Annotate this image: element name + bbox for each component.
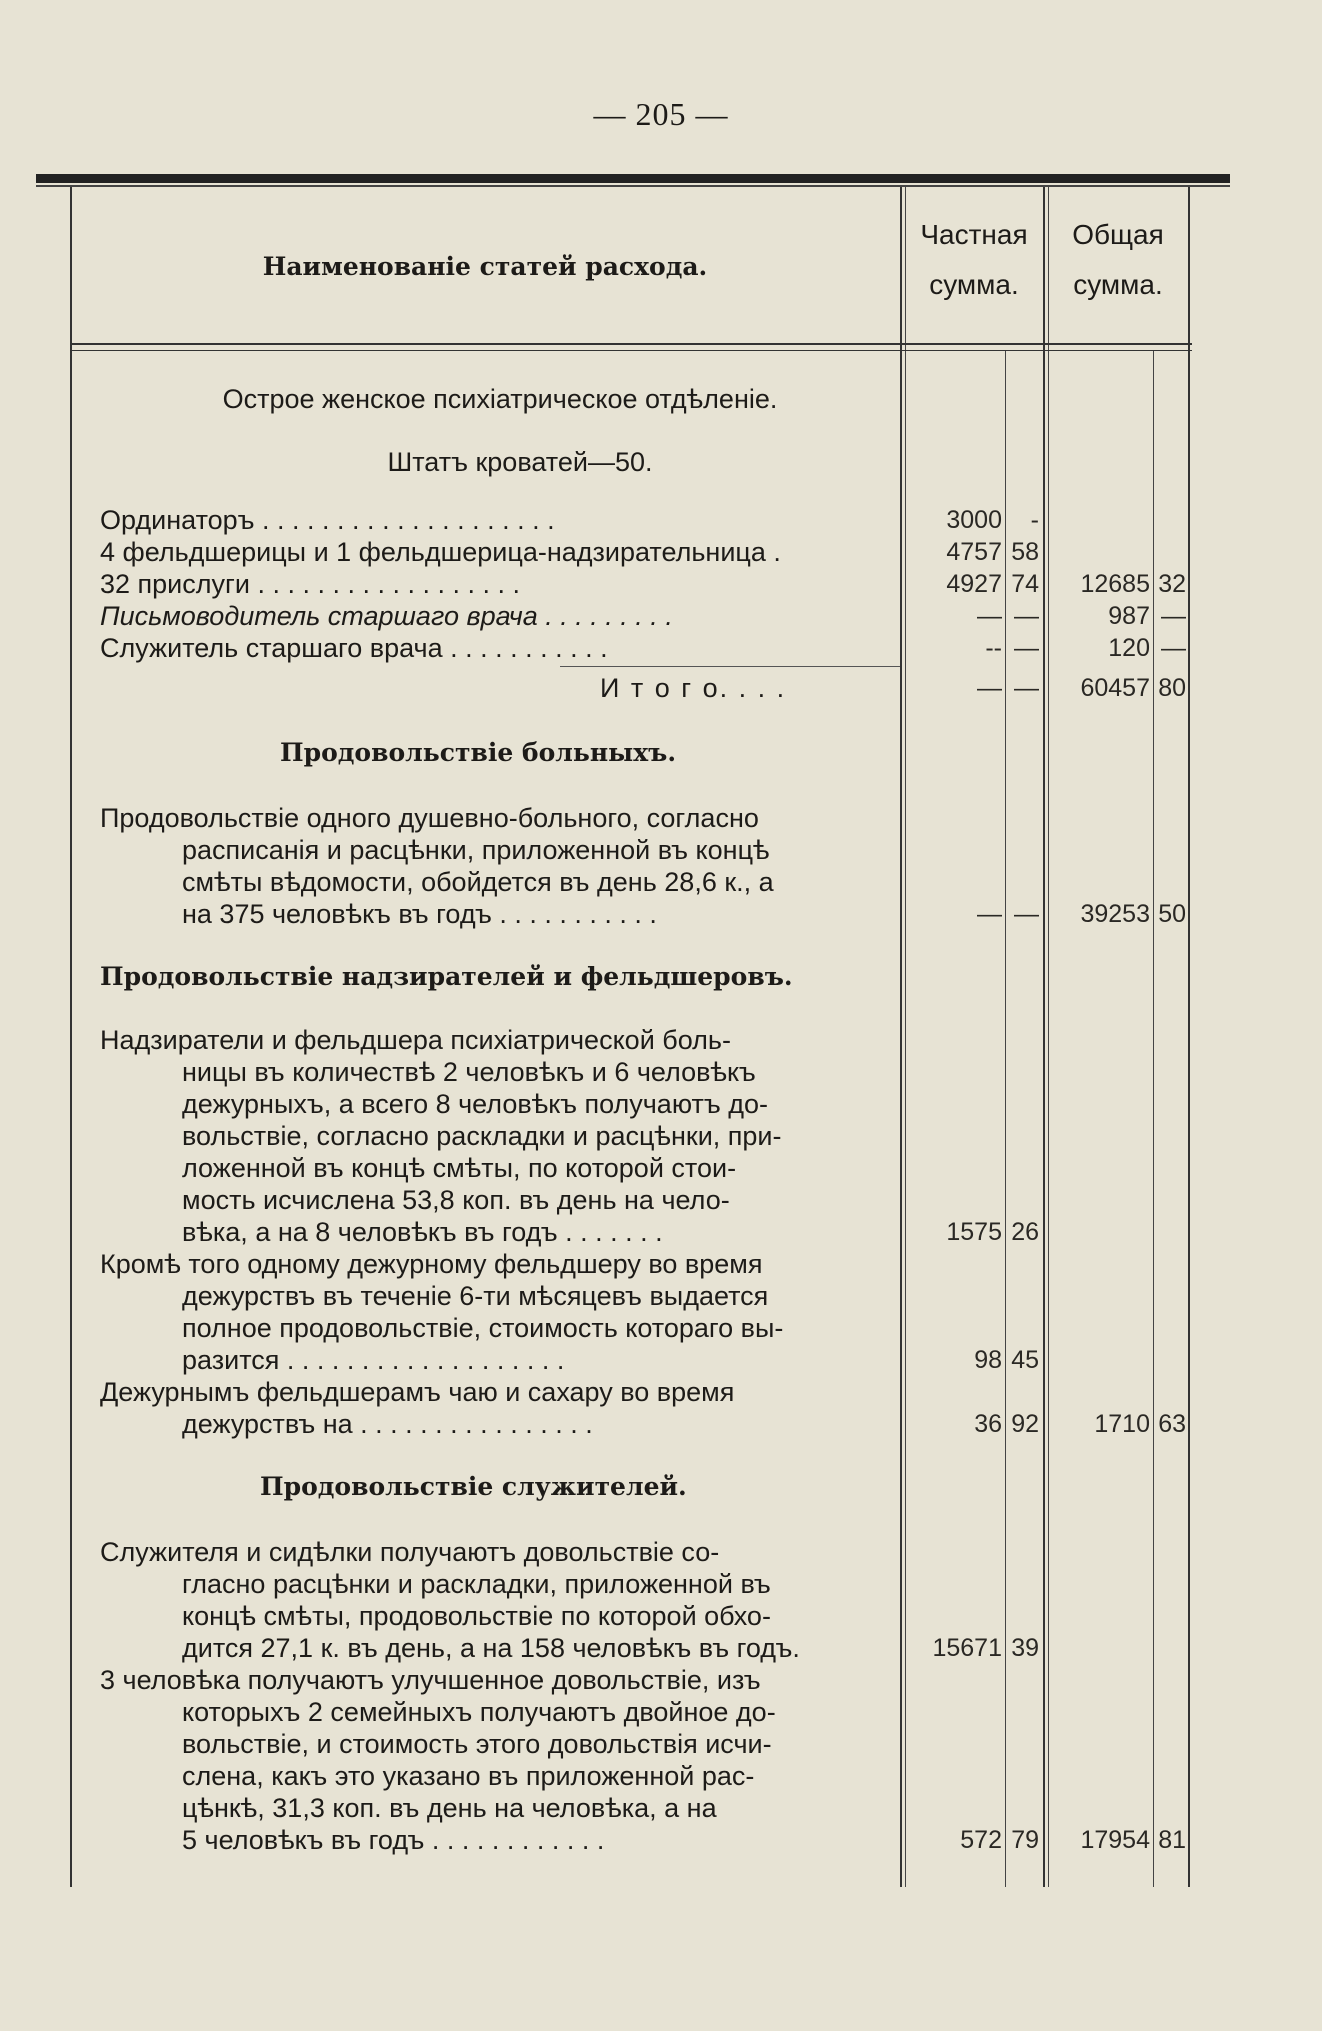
text-line: смѣты вѣдомости, обойдется въ день 28,6 к., а: [182, 867, 774, 897]
cell: —: [977, 602, 1002, 630]
text-line: дежурствъ на . . . . . . . . . . . . . . . .: [182, 1409, 593, 1439]
text-line: концѣ смѣты, продовольствіе по которой обхо-: [182, 1601, 771, 1631]
sec4-title: Продовольствіе служителей.: [260, 1472, 687, 1501]
text-line: цѣнкѣ, 31,3 коп. въ день на человѣка, а на: [182, 1793, 717, 1823]
col-divider-mid: [1043, 187, 1045, 1887]
kop-divider-2: [1153, 350, 1154, 1887]
cell: 79: [1011, 1826, 1039, 1854]
cell: —: [977, 900, 1002, 928]
text-line: слена, какъ это указано въ приложенной рас-: [182, 1761, 755, 1791]
text-line: Надзиратели и фельдшера психіатрической боль-: [100, 1025, 731, 1055]
text-line: 5 человѣкъ въ годъ . . . . . . . . . . . .: [182, 1825, 605, 1855]
text-line: вольствіе, согласно раскладки и расцѣнки, при-: [182, 1121, 782, 1151]
text-line: гласно расцѣнки и раскладки, приложенной въ: [182, 1569, 771, 1599]
text-line: полное продовольствіе, стоимость котораго вы-: [182, 1313, 784, 1343]
cell: 92: [1011, 1410, 1039, 1438]
cell: 80: [1158, 674, 1186, 702]
cell: --: [985, 634, 1002, 662]
header-rule-thin: [70, 350, 1192, 351]
header-col-total: Общая сумма.: [1072, 219, 1164, 300]
row-total: И т о г о. . . .: [600, 673, 787, 703]
cell: 36: [974, 1410, 1002, 1438]
sec2-title: Продовольствіе больныхъ.: [280, 738, 677, 767]
row-feldsher: 4 фельдшерицы и 1 фельдшерица-надзирательница .: [100, 537, 781, 567]
text-line: 3 человѣка получаютъ улучшенное довольствіе, изъ: [100, 1665, 761, 1695]
header-label: Наименованіе статей расхода.: [262, 252, 708, 281]
text-line: Дежурнымъ фельдшерамъ чаю и сахару во время: [100, 1377, 735, 1407]
cell: 15671: [932, 1634, 1002, 1662]
cell: 1575: [946, 1218, 1002, 1246]
text-line: дежурныхъ, а всего 8 человѣкъ получаютъ до-: [182, 1089, 768, 1119]
cell: 12685: [1080, 570, 1150, 598]
col-divider-main: [900, 187, 902, 1887]
row-prislugi: 32 прислуги . . . . . . . . . . . . . . . . . .: [100, 569, 520, 599]
cell: 98: [974, 1346, 1002, 1374]
cell: 74: [1011, 570, 1039, 598]
col-divider-mid-2: [1048, 187, 1049, 1887]
cell: 39253: [1080, 900, 1150, 928]
text-line: Кромѣ того одному дежурному фельдшеру во время: [100, 1249, 763, 1279]
cell: 3000: [946, 506, 1002, 534]
text-line: разится . . . . . . . . . . . . . . . . . . .: [182, 1345, 565, 1375]
cell: 45: [1011, 1346, 1039, 1374]
cell: 60457: [1080, 674, 1150, 702]
col-divider-right: [1188, 187, 1190, 1887]
cell: 4927: [946, 570, 1002, 598]
cell: —: [1014, 900, 1039, 928]
cell: —: [1014, 634, 1039, 662]
cell: 26: [1011, 1218, 1039, 1246]
text-line: дится 27,1 к. въ день, а на 158 человѣкъ въ годъ.: [182, 1633, 800, 1663]
header-rule: [70, 343, 1192, 345]
row-sluzhitel: Служитель старшаго врача . . . . . . . . . . .: [100, 633, 608, 663]
cell: —: [1014, 674, 1039, 702]
row-ordinator: Ординаторъ . . . . . . . . . . . . . . . . . . . .: [100, 505, 555, 535]
total-rule: [560, 666, 900, 667]
cell: —: [1161, 602, 1186, 630]
text-line: вольствіе, и стоимость этого довольствія исчи-: [182, 1729, 772, 1759]
text-line: Служителя и сидѣлки получаютъ довольствіе со-: [100, 1537, 720, 1567]
cell: —: [977, 674, 1002, 702]
text-line: ницы въ количествѣ 2 человѣкъ и 6 человѣкъ: [182, 1057, 756, 1087]
text-line: дежурствъ въ теченіе 6-ти мѣсяцевъ выдается: [182, 1281, 769, 1311]
cell: 58: [1011, 538, 1039, 566]
cell: 120: [1108, 634, 1150, 662]
cell: 39: [1011, 1634, 1039, 1662]
page-number: — 205 —: [593, 96, 729, 132]
cell: 50: [1158, 900, 1186, 928]
cell: 32: [1158, 570, 1186, 598]
cell: —: [1014, 602, 1039, 630]
header-col-private: Частная сумма.: [920, 219, 1028, 300]
cell: 572: [960, 1826, 1002, 1854]
sec1-subtitle: Штатъ кроватей—50.: [387, 447, 653, 477]
cell: 987: [1108, 602, 1150, 630]
text-line: мость исчислена 53,8 коп. въ день на чело-: [182, 1185, 730, 1215]
text-line: на 375 человѣкъ въ годъ . . . . . . . . . . .: [182, 899, 657, 929]
kop-divider-1: [1005, 350, 1006, 1887]
cell: 1710: [1094, 1410, 1150, 1438]
text-line: которыхъ 2 семейныхъ получаютъ двойное до-: [182, 1697, 776, 1727]
cell: —: [1161, 634, 1186, 662]
text-line: вѣка, а на 8 человѣкъ въ годъ . . . . . . .: [182, 1217, 663, 1247]
text-line: расписанія и расцѣнки, приложенной въ концѣ: [182, 835, 770, 865]
cell: 4757: [946, 538, 1002, 566]
top-rule: [36, 174, 1230, 183]
row-pismovoditel: Письмоводитель старшаго врача . . . . . . . . .: [100, 601, 673, 631]
text-line: Продовольствіе одного душевно-больного, согласно: [100, 803, 759, 833]
sec3-title: Продовольствіе надзирателей и фельдшеровъ.: [100, 962, 793, 991]
sec1-title: Острое женское психіатрическое отдѣленіе.: [222, 384, 778, 414]
cell: 17954: [1080, 1826, 1150, 1854]
text-line: ложенной въ концѣ смѣты, по которой стои-: [182, 1153, 737, 1183]
cell: -: [1030, 506, 1039, 534]
cell: 63: [1158, 1410, 1186, 1438]
cell: 81: [1158, 1826, 1186, 1854]
